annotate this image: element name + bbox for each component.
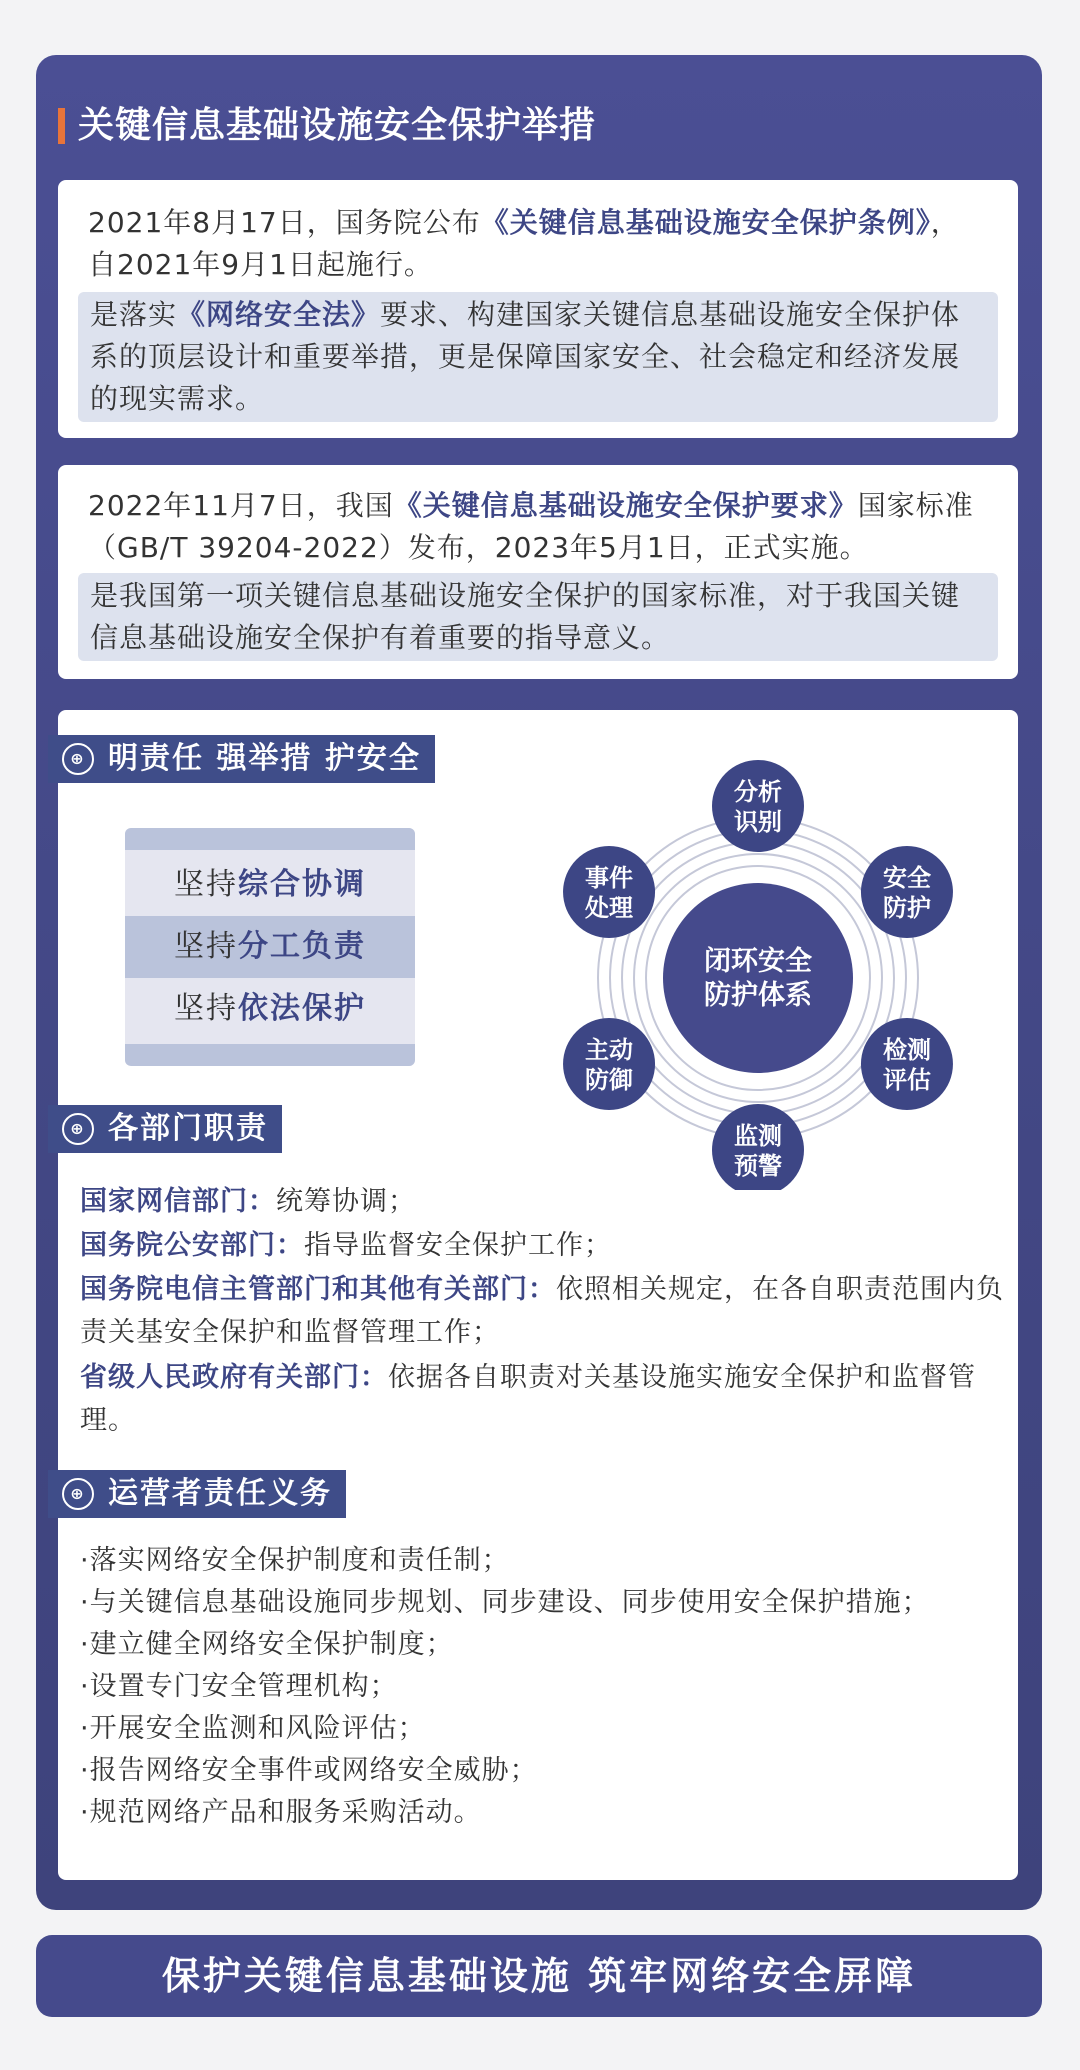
section-tag-label: 运营者责任义务 [108,1476,332,1511]
cycle-node [563,846,655,938]
center-label-line1: 闭环安全 [704,946,812,977]
section-tag-operators [48,1470,346,1518]
cycle-node-label: 检测 [882,1036,931,1064]
principles-top-bar [125,828,415,850]
department-duty: 依照相关规定，在各自职责范围内负责关基安全保护和监督管理工作； [80,1274,1004,1348]
duty-item: ·设置专门安全管理机构； [80,1671,398,1702]
department-name: 国务院电信主管部门和其他有关部门： [80,1274,556,1305]
cycle-node-label: 安全 [882,864,931,892]
section-tag-label: 明责任 强举措 护安全 [108,741,421,776]
regulation-name: 《关键信息基础设施安全保护条例》 [480,206,931,239]
department-name: 省级人民政府有关部门： [80,1362,388,1393]
standard-name: 《关键信息基础设施安全保护要求》 [393,489,858,522]
regulation-card [58,180,1018,438]
section-tag-label: 各部门职责 [108,1111,268,1146]
cycle-node-label: 处理 [585,894,634,922]
shield-icon: ⊕ [62,743,94,775]
duty-item: ·开展安全监测和风险评估； [80,1713,426,1744]
duty-item: ·与关键信息基础设施同步规划、同步建设、同步使用安全保护措施； [80,1587,930,1618]
cycle-node [712,1104,804,1190]
standard-date-text: 2022年11月7日，我国 [88,489,394,522]
standard-paragraph [88,485,988,569]
cycle-node-circle [563,1018,655,1110]
regulation-date-text: 2021年8月17日，国务院公布 [88,206,481,239]
highlight-text-c: 要求、构建国家关键信息基础设施安全保护体系的顶层设计和重要举措，更是保障国家安全、社会稳定和经济发展的现实需求。 [90,298,961,415]
cycle-node [563,1018,655,1110]
regulation-paragraph [88,202,988,286]
principle-emphasis: 依法保护 [238,991,366,1026]
principle-prefix: 坚持 [174,991,238,1026]
section-tag-departments [48,1105,282,1153]
cycle-node-label: 监测 [734,1122,782,1150]
principle-prefix: 坚持 [174,929,238,964]
cycle-node-label: 主动 [585,1036,634,1064]
duty-item: ·建立健全网络安全保护制度； [80,1629,454,1660]
duty-item: ·规范网络产品和服务采购活动。 [80,1797,482,1828]
shield-icon: ⊕ [62,1478,94,1510]
cycle-node [861,1018,953,1110]
principle-emphasis: 综合协调 [238,867,366,902]
standard-highlight: 是我国第一项关键信息基础设施安全保护的国家标准，对于我国关键信息基础设施安全保护有着重要的指导意义。 [78,573,998,661]
principle-row [125,978,415,1040]
section-tag-responsibility [48,735,435,783]
cycle-node-label: 防护 [882,894,931,922]
department-item [80,1268,1010,1354]
cycle-node-label: 事件 [585,864,634,892]
regulation-highlight [78,292,998,422]
department-duty: 依据各自职责对关基设施实施安全保护和监督管理。 [80,1362,976,1436]
cycle-node-label: 识别 [734,808,782,836]
department-item [80,1224,1010,1267]
principle-row [125,916,415,978]
operator-duties-list [80,1540,1010,1834]
cycle-node [712,760,804,852]
department-item [80,1180,1010,1223]
cycle-node-circle [563,846,655,938]
principles-bottom-bar [125,1044,415,1066]
department-item [80,1356,1010,1442]
cycle-node-label: 预警 [734,1152,782,1180]
center-circle [663,883,853,1073]
standard-detail-text: 国家标准（GB/T 39204-2022）发布，2023年5月1日，正式实施。 [88,489,974,564]
department-name: 国务院公安部门： [80,1230,304,1261]
cycle-node-label: 评估 [882,1066,931,1094]
center-label-line2: 防护体系 [704,980,812,1011]
cycle-node-circle [861,846,953,938]
duty-item: ·报告网络安全事件或网络安全威胁； [80,1755,538,1786]
cycle-node-label: 分析 [734,778,782,806]
cycle-node-circle [712,760,804,852]
principle-prefix: 坚持 [174,867,238,902]
law-name: 《网络安全法》 [177,298,381,331]
principle-emphasis: 分工负责 [238,929,366,964]
principle-row [125,854,415,916]
shield-icon: ⊕ [62,1113,94,1145]
standard-card [58,465,1018,679]
closed-loop-diagram [540,750,980,1190]
cycle-node-label: 防御 [585,1066,634,1094]
department-duty: 统筹协调； [276,1186,416,1217]
department-name: 国家网信部门： [80,1186,276,1217]
footer-banner: 保护关键信息基础设施 筑牢网络安全屏障 [36,1935,1042,2017]
title-accent-bar [58,108,65,144]
cycle-node-circle [861,1018,953,1110]
duty-item: ·落实网络安全保护制度和责任制； [80,1545,510,1576]
principles-box [125,828,415,1066]
highlight-text-a: 是落实 [90,298,178,331]
cycle-node [861,846,953,938]
page-title: 关键信息基础设施安全保护举措 [78,105,597,146]
regulation-effective-text: ，自2021年9月1日起施行。 [88,206,960,281]
department-duty: 指导监督安全保护工作； [304,1230,612,1261]
